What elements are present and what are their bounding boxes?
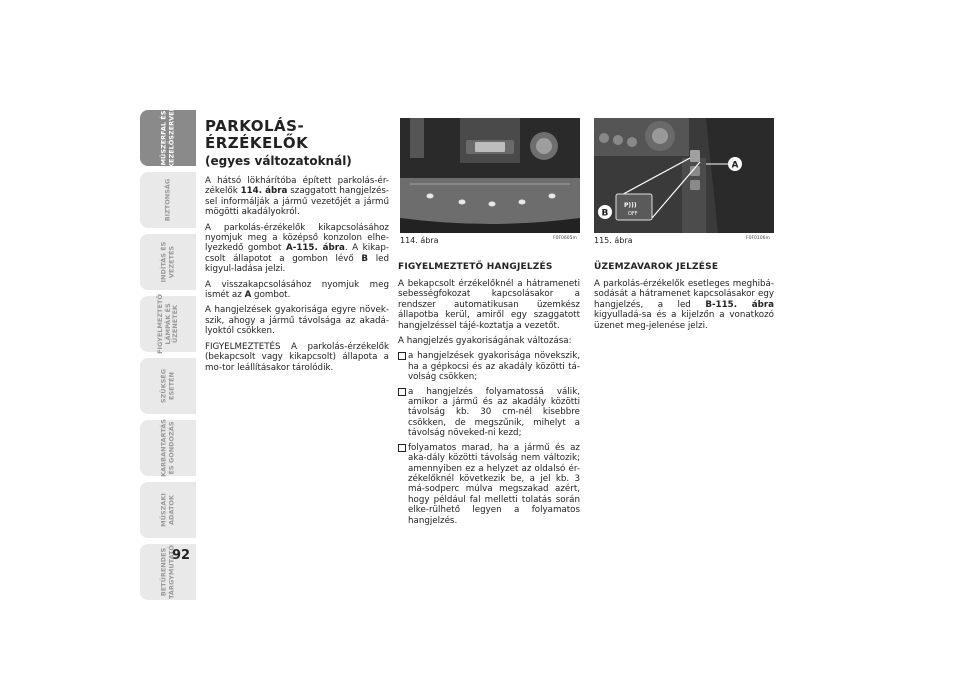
figure-caption: 114. ábra	[400, 236, 439, 245]
list-item: folyamatos marad, ha a jármű és az aka-dály közötti távolság nem változik; amennyiben ez a helyzet az oldalsó ér-zékelőknél következik be, a jel kb. 3 má-sodperc múlva megszakad azért, hogy például fal melletti tolatás során elke-rülhető legyen a folyamatos hangjelzés.	[398, 443, 580, 526]
figure-caption: 115. ábra	[594, 236, 633, 245]
fault-column	[594, 262, 774, 336]
callout-b: B	[601, 208, 609, 219]
tab-karbantartas[interactable]	[140, 420, 196, 476]
tab-label: BETŰRENDES TÁRGYMUTATÓ	[159, 544, 175, 600]
tab-label: MŰSZERFAL ÉS KEZELŐSZERVEK	[159, 106, 175, 168]
tab-figyelmezteto[interactable]	[140, 296, 196, 352]
figure-ref: B-115. ábra	[705, 299, 774, 310]
tab-label: MŰSZAKI ADATOK	[159, 493, 175, 527]
list-item: a hangjelzések gyakorisága növekszik, ha a gépkocsi és az akadály közötti tá-volság csökken;	[398, 351, 580, 382]
list-item: a hangjelzés folyamatossá válik, amikor a jármű és az akadály közötti távolság kb. 30 cm-nél kisebbre csökken, de megszűnik, mihelyt a távolság növeked-ni kezd;	[398, 387, 580, 439]
paragraph: A bekapcsolt érzékelőknél a hátrameneti sebességfokozat kapcsolásakor a rendszer automatikusan üzemkész állapotba kerül, amiről egy szaggatott hangjelzéssel tájé-koztatja a vezetőt.	[398, 279, 580, 331]
tab-label: FIGYELMEZTETŐ LÁMPÁK ÉS ÜZENETEK	[155, 294, 179, 354]
paragraph: A hangjelzés gyakoriságának változása:	[398, 336, 572, 347]
figure-code: F0F0106m	[746, 236, 770, 241]
section-title: PARKOLÁS- ÉRZÉKELŐK	[205, 117, 309, 152]
callout-a: A	[731, 160, 739, 171]
paragraph: A hátsó lökhárítóba épített parkolás-ér-zékelők 114. ábra szaggatott hangjelzés-sel informálják a jármű vezetőjét a jármű mögötti akadályokról.	[205, 176, 389, 218]
warning-paragraph: FIGYELMEZTETÉS A parkolás-érzékelők (bekapcsolt vagy kikapcsolt) állapota a mo-tor leállításakor tárolódik.	[205, 341, 389, 373]
figure-ref: A-115. ábra	[286, 243, 345, 254]
figure-rear-bumper	[400, 118, 580, 233]
console-illustration	[594, 118, 774, 233]
checkbox-bullet-icon	[398, 444, 406, 452]
page-number: 92	[172, 548, 191, 563]
tab-label: BIZTONSÁG	[163, 178, 172, 222]
paragraph: A visszakapcsolásához nyomjuk meg ismét az A gombot.	[205, 279, 389, 301]
tab-muszaki[interactable]	[140, 482, 196, 538]
parking-sensor-icon: P)))	[624, 202, 637, 209]
tab-szukseg[interactable]	[140, 358, 196, 414]
tab-label: SZÜKSÉG ESETÉN	[159, 368, 175, 404]
paragraph: A parkolás-érzékelők esetleges meghibá-sodását a hátramenet kapcsolásakor egy hangjelzés, a led B-115. ábra kigyulladá-sa és a kijelzőn a vonatkozó üzenet meg-jelenése jelzi.	[594, 279, 774, 331]
chapter-tabs	[140, 106, 196, 606]
paragraph: A hangjelzések gyakorisága egyre növek-szik, ahogy a jármű távolsága az akadá-lyoktól csökken.	[205, 305, 389, 337]
section-heading: ÜZEMZAVAROK JELZÉSE	[594, 262, 719, 272]
figure-console-button	[594, 118, 774, 233]
section-heading: FIGYELMEZTETŐ HANGJELZÉS	[398, 262, 553, 272]
warning-sound-column	[398, 262, 580, 530]
checkbox-bullet-icon	[398, 352, 406, 360]
off-label: OFF	[628, 211, 638, 217]
figure-ref: 114. ábra	[240, 186, 288, 197]
tab-kezeloszervek[interactable]	[140, 106, 196, 168]
tab-biztonsag[interactable]	[140, 172, 196, 228]
checkbox-bullet-icon	[398, 388, 406, 396]
rear-van-illustration	[400, 118, 580, 233]
paragraph: A parkolás-érzékelők kikapcsolásához nyomjuk meg a középső konzolon elhe-lyezkedő gombot A-115. ábra. A kikap-csolt állapotot a gombon lévő B led kigyul-ladása jelzi.	[205, 222, 389, 275]
tab-inditas[interactable]	[140, 234, 196, 290]
figure-code: F0F0605m	[553, 236, 577, 241]
tab-label: KARBANTARTÁS ÉS GONDOZÁS	[159, 419, 175, 477]
intro-column	[205, 118, 389, 378]
tab-label: INDÍTÁS ÉS VEZETÉS	[159, 241, 175, 283]
section-subtitle: (egyes változatoknál)	[205, 154, 352, 168]
